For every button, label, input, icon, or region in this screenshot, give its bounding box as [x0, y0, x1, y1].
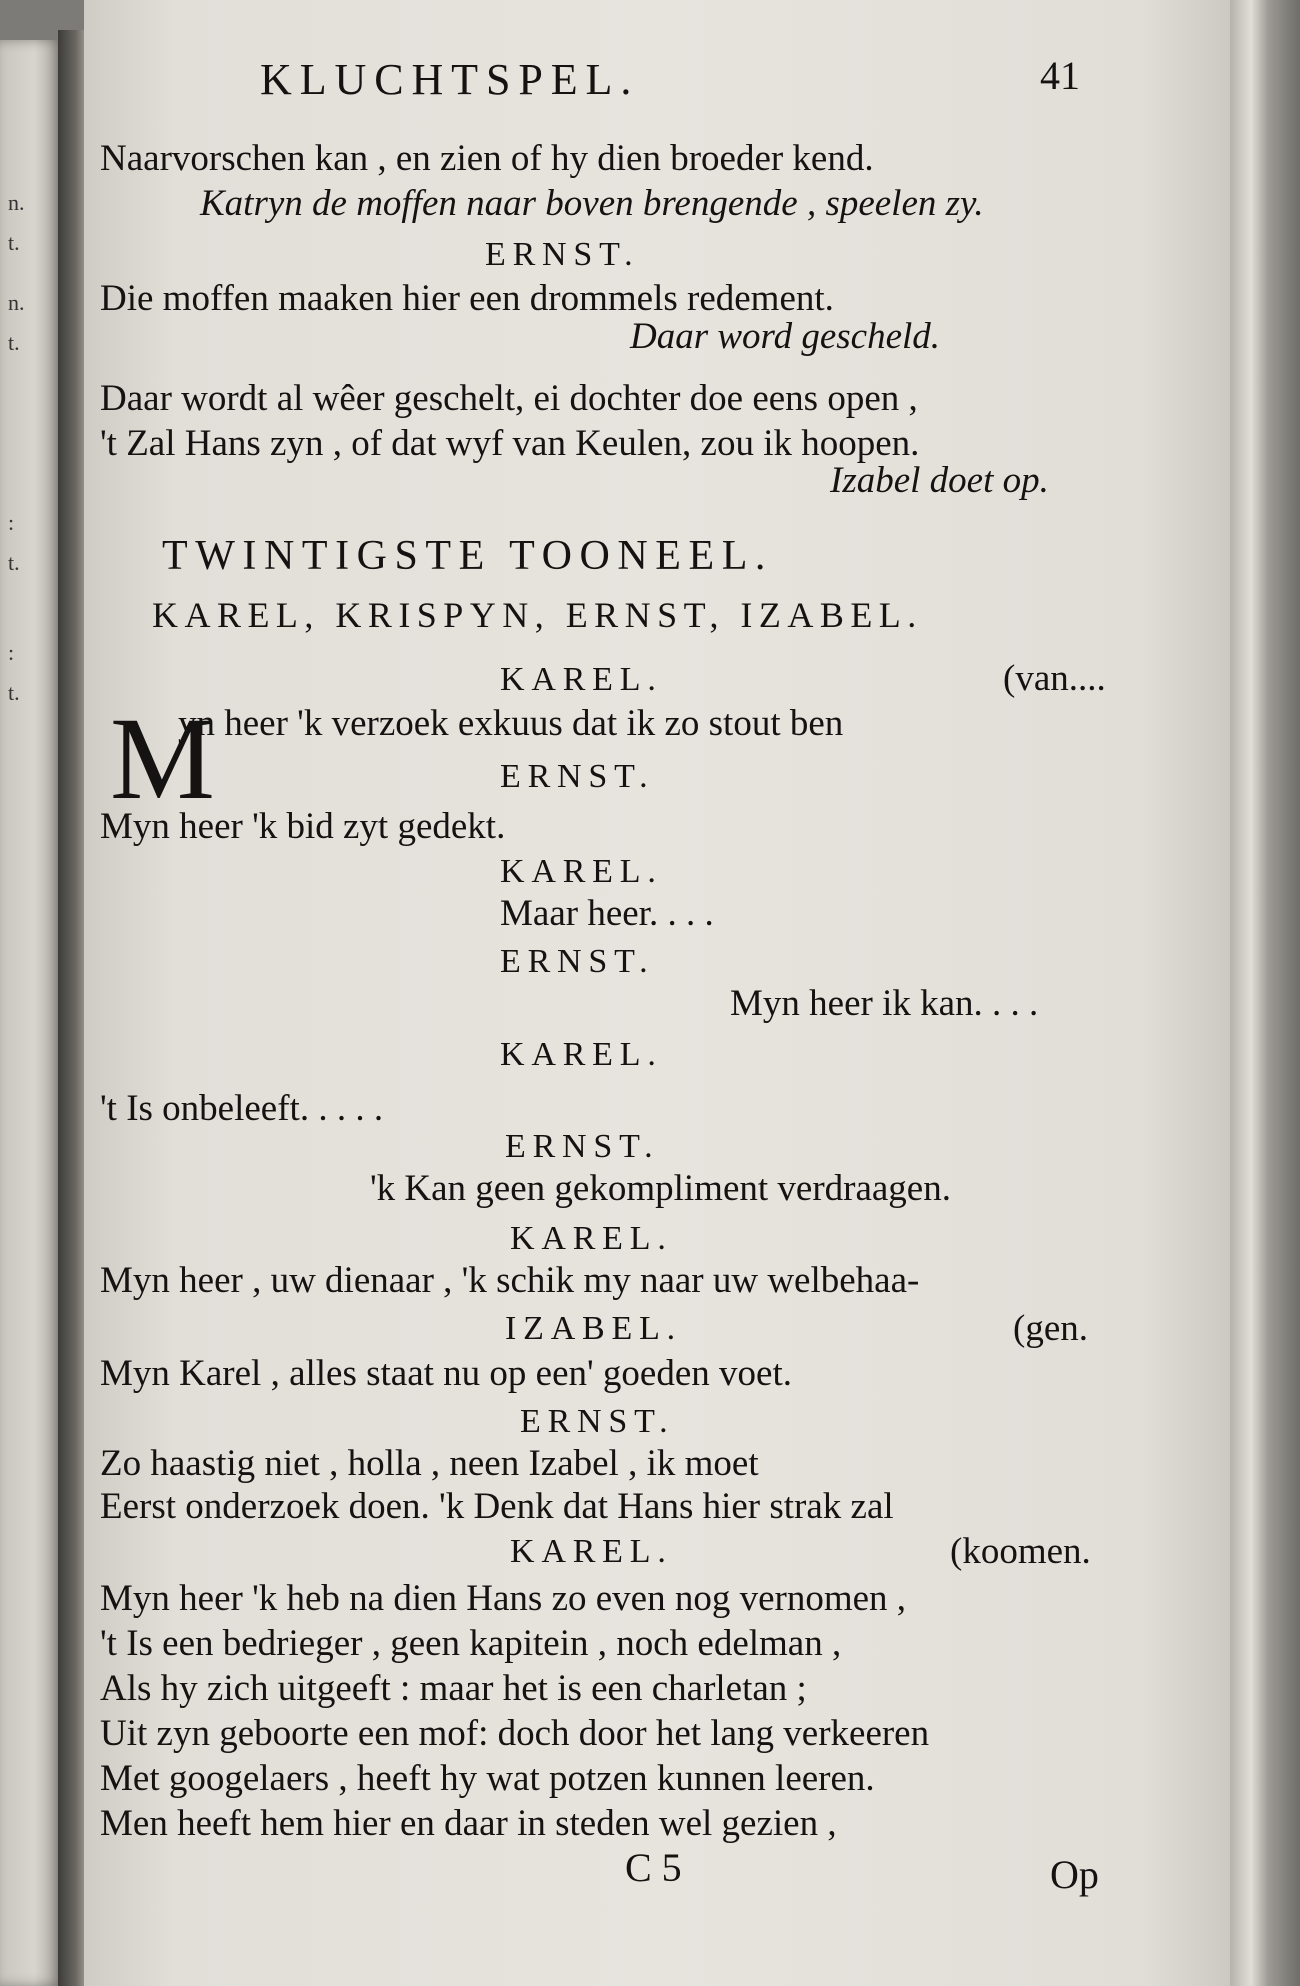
left-page-mark: n.: [8, 190, 25, 215]
left-page-mark: t.: [8, 230, 20, 255]
left-page-mark: :: [8, 510, 15, 535]
turnover-text: (van....: [1003, 658, 1106, 699]
speaker-name: IZABEL.: [505, 1310, 682, 1347]
text-line: Myn Karel , alles staat nu op een' goeden voet.: [100, 1353, 792, 1394]
text-line: Met googelaers , heeft hy wat potzen kunnen leeren.: [100, 1758, 875, 1799]
text-line: 'k Kan geen gekompliment verdraagen.: [370, 1168, 951, 1209]
text-line: Naarvorschen kan , en zien of hy dien broeder kend.: [100, 138, 874, 179]
text-line: Eerst onderzoek doen. 'k Denk dat Hans hier strak zal: [100, 1486, 894, 1527]
text-line: Maar heer. . . .: [500, 893, 714, 934]
speaker-name: KAREL.: [500, 661, 663, 698]
running-title: KLUCHTSPEL.: [260, 55, 640, 104]
catchword: Op: [1050, 1852, 1099, 1897]
left-page-edge: [0, 40, 62, 1986]
text-line: 't Is onbeleeft. . . . .: [100, 1088, 384, 1129]
left-page-mark: n.: [8, 290, 25, 315]
speaker-name: ERNST.: [505, 1128, 660, 1165]
text-line: yn heer 'k verzoek exkuus dat ik zo stout ben: [178, 703, 844, 744]
text-line: Zo haastig niet , holla , neen Izabel , ik moet: [100, 1443, 759, 1484]
page-number: 41: [1040, 53, 1080, 98]
scene-title: TWINTIGSTE TOONEEL.: [162, 533, 773, 579]
left-page-mark: t.: [8, 330, 20, 355]
text-line: Die moffen maaken hier een drommels redement.: [100, 278, 834, 319]
text-line: Myn heer 'k heb na dien Hans zo even nog vernomen ,: [100, 1578, 907, 1619]
text-line: 't Is een bedrieger , geen kapitein , noch edelman ,: [100, 1623, 842, 1664]
left-page-mark: t.: [8, 550, 20, 575]
turnover-text: (gen.: [1013, 1308, 1088, 1349]
text-line: Myn heer 'k bid zyt gedekt.: [100, 806, 506, 847]
drop-cap: M: [110, 693, 215, 824]
speaker-name: KAREL.: [510, 1533, 673, 1570]
text-line: 't Zal Hans zyn , of dat wyf van Keulen, zou ik hoopen.: [100, 423, 920, 464]
text-line: Als hy zich uitgeeft : maar het is een charletan ;: [100, 1668, 807, 1709]
stage-direction: Katryn de moffen naar boven brengende , speelen zy.: [200, 183, 984, 224]
page-edges: [1230, 0, 1300, 1986]
speaker-name: ERNST.: [500, 758, 655, 795]
text-line: Daar wordt al wêer geschelt, ei dochter doe eens open ,: [100, 378, 918, 419]
speaker-name: ERNST.: [485, 236, 640, 273]
scene-characters: KAREL, KRISPYN, ERNST, IZABEL.: [152, 595, 923, 635]
text-line: Uit zyn geboorte een mof: doch door het lang verkeeren: [100, 1713, 930, 1754]
text-line: Men heeft hem hier en daar in steden wel gezien ,: [100, 1803, 837, 1844]
stage-direction: Daar word gescheld.: [630, 316, 941, 357]
speaker-name: KAREL.: [500, 1036, 663, 1073]
left-page-mark: :: [8, 640, 15, 665]
left-page-mark: t.: [8, 680, 20, 705]
speaker-name: KAREL.: [500, 853, 663, 890]
speaker-name: KAREL.: [510, 1220, 673, 1257]
speaker-name: ERNST.: [500, 943, 655, 980]
speaker-name: ERNST.: [520, 1403, 675, 1440]
stage-direction: Izabel doet op.: [830, 460, 1049, 501]
text-line: Myn heer ik kan. . . .: [730, 983, 1039, 1024]
signature-mark: C 5: [625, 1845, 682, 1890]
turnover-text: (koomen.: [950, 1531, 1091, 1572]
text-line: Myn heer , uw dienaar , 'k schik my naar uw welbehaa-: [100, 1260, 920, 1301]
